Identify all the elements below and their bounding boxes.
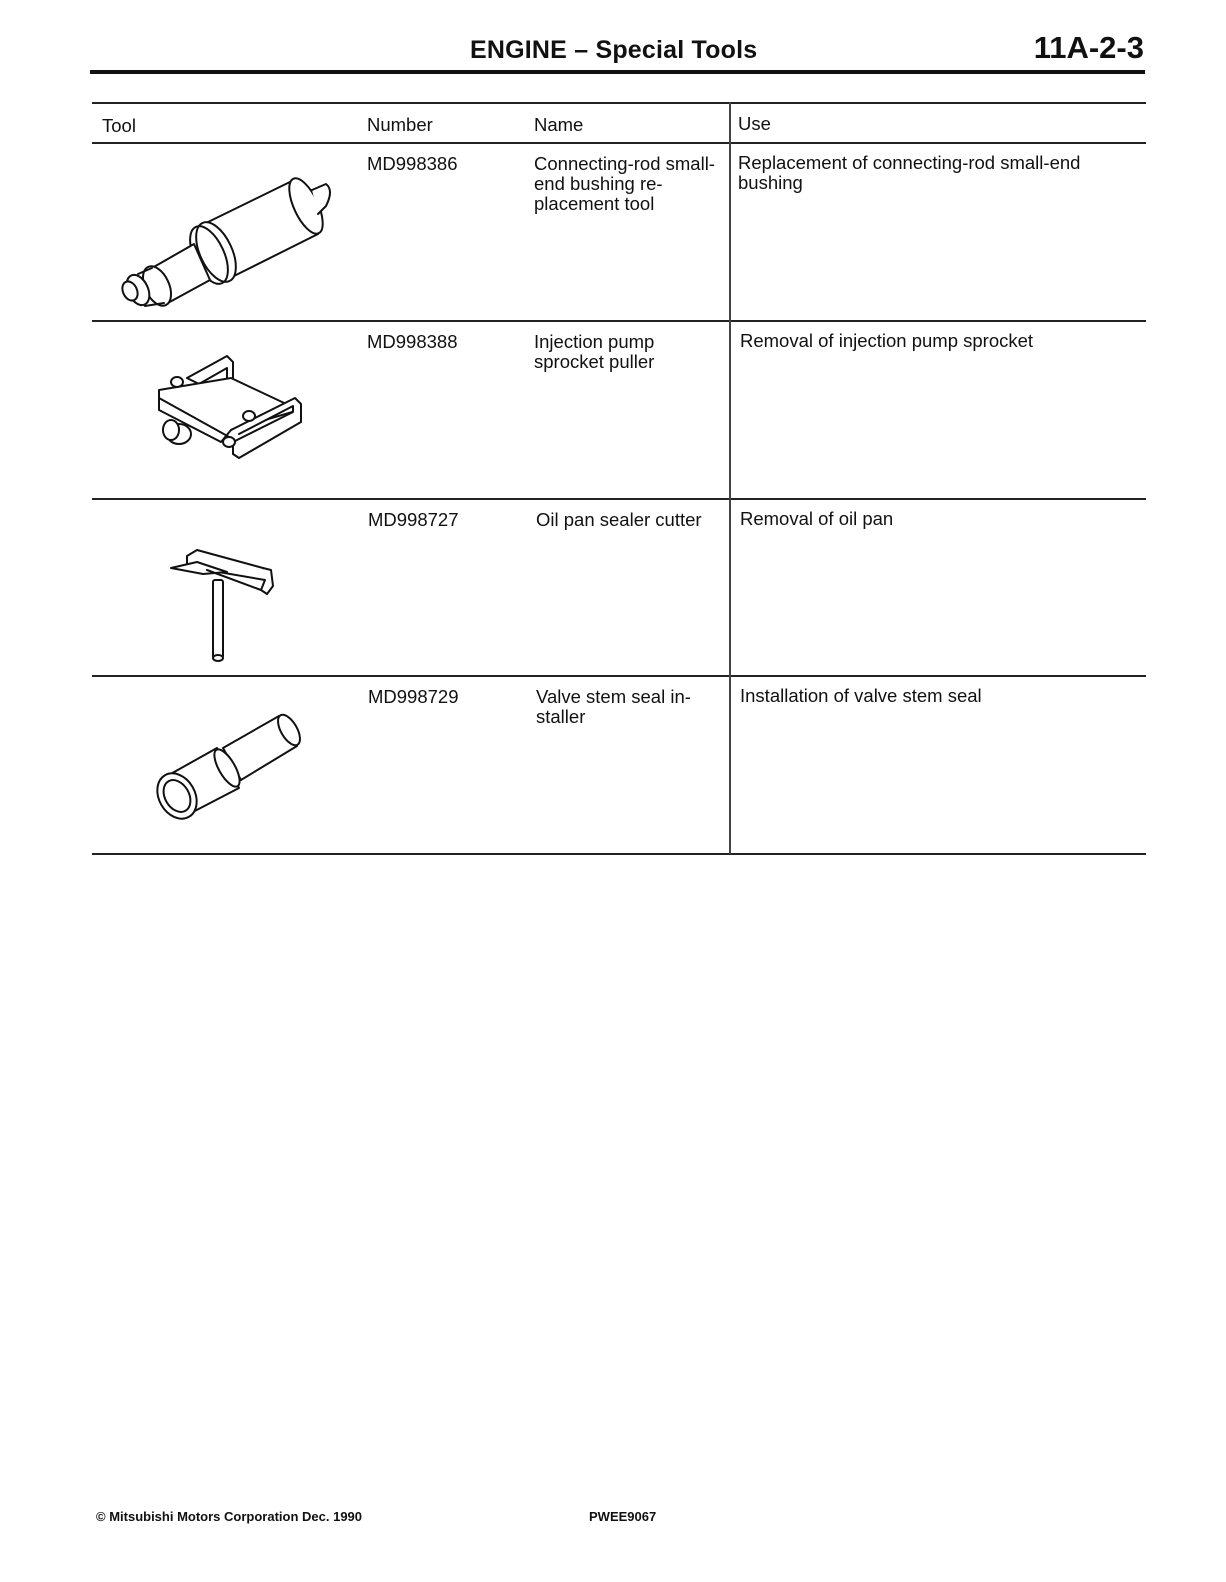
oil-pan-sealer-cutter-illustration — [167, 542, 287, 666]
tool-number: MD998729 — [368, 686, 459, 707]
page-title: ENGINE – Special Tools — [470, 36, 758, 64]
row-divider — [92, 498, 1146, 500]
table-bottom-rule — [92, 853, 1146, 855]
column-header-tool: Tool — [102, 115, 136, 136]
page-number: 11A-2-3 — [1033, 30, 1144, 65]
header-bottom-rule — [92, 142, 1146, 144]
tool-number: MD998386 — [367, 153, 458, 174]
copyright-footer: © Mitsubishi Motors Corporation Dec. 1990 — [96, 1509, 363, 1524]
connecting-rod-bushing-tool-illustration — [112, 160, 342, 315]
column-header-use: Use — [738, 113, 771, 134]
tool-use: Installation of valve stem seal — [740, 685, 982, 706]
row-divider — [92, 675, 1146, 677]
tool-number: MD998727 — [368, 509, 459, 530]
valve-stem-seal-installer-illustration — [147, 710, 307, 835]
header-rule — [90, 70, 1145, 74]
row-divider — [92, 320, 1146, 322]
tool-use: Removal of oil pan — [740, 508, 894, 529]
sprocket-puller-illustration — [147, 350, 317, 470]
tool-name: Injection pump sprocket puller — [534, 331, 655, 372]
tool-use: Removal of injection pump sprocket — [740, 330, 1034, 351]
column-header-name: Name — [534, 114, 584, 135]
tool-name: Connecting-rod small-end bushing re-placement tool — [534, 153, 715, 214]
document-code: PWEE9067 — [589, 1509, 657, 1524]
column-header-number: Number — [367, 114, 433, 135]
tool-number: MD998388 — [367, 331, 458, 352]
table-top-rule — [92, 102, 1146, 104]
tool-name: Valve stem seal in-staller — [536, 686, 691, 727]
tool-name: Oil pan sealer cutter — [536, 509, 702, 530]
column-divider — [729, 102, 731, 854]
tool-use: Replacement of connecting-rod small-end bushing — [738, 152, 1081, 193]
